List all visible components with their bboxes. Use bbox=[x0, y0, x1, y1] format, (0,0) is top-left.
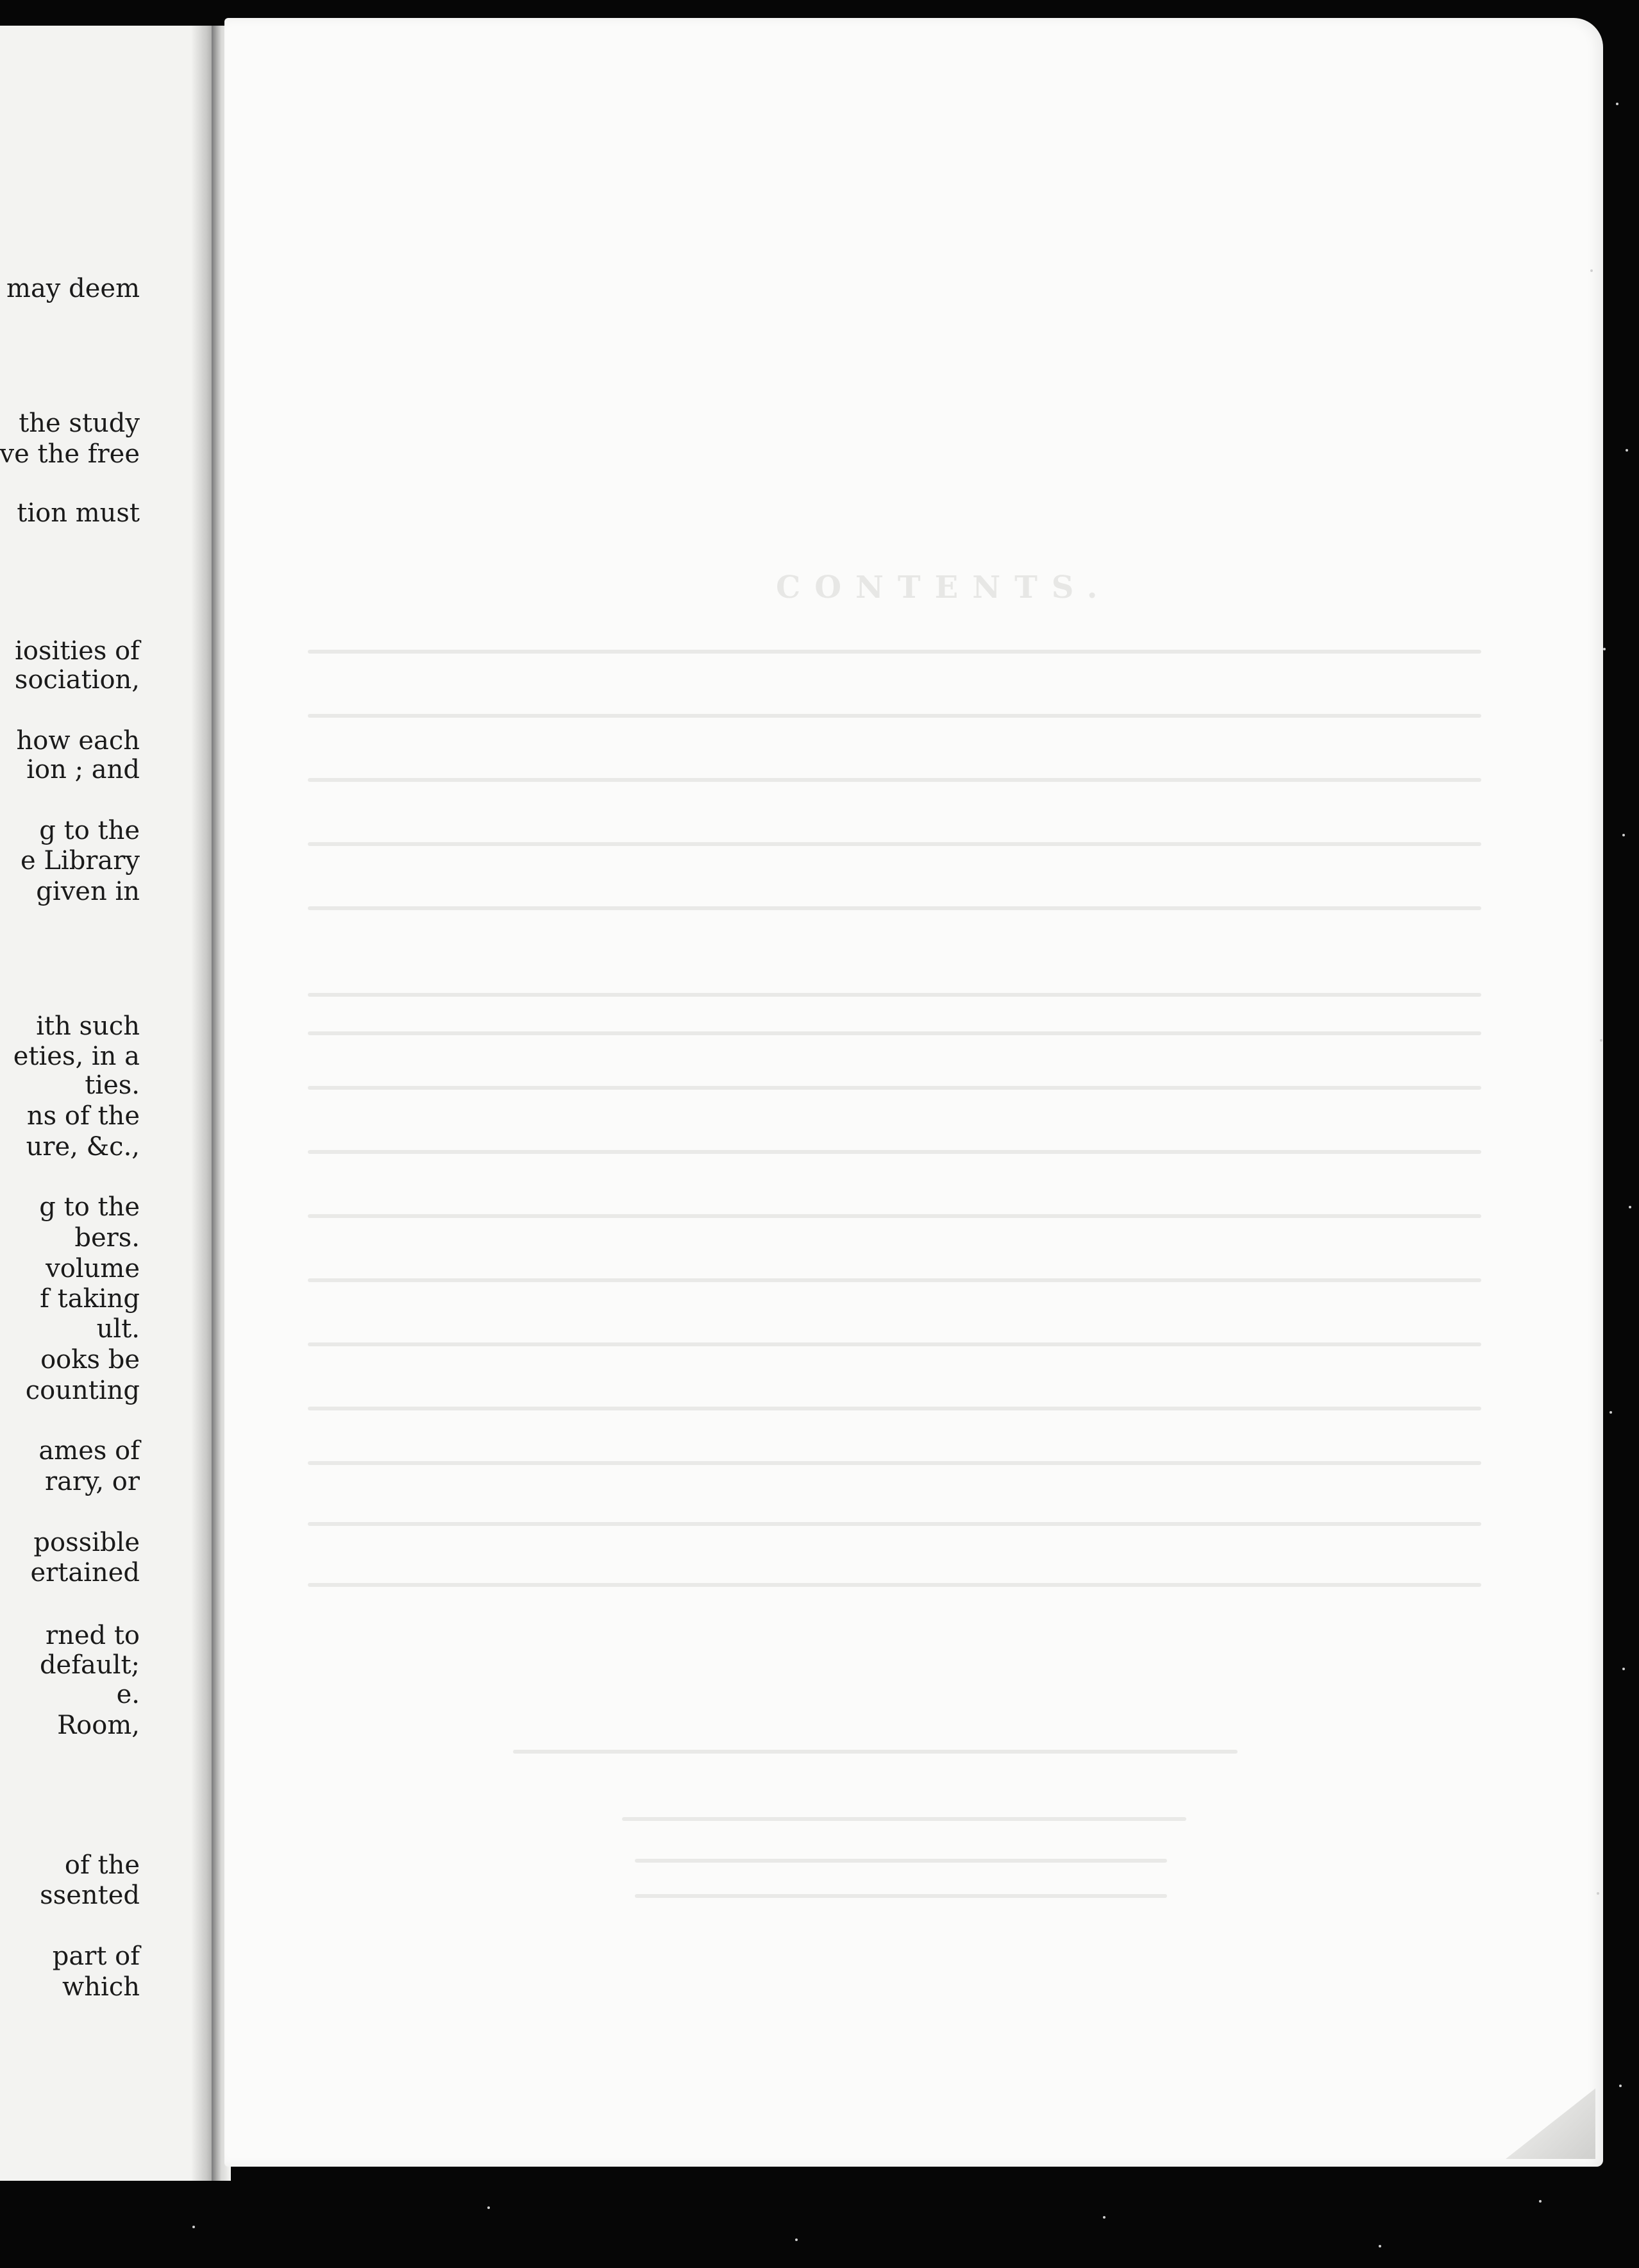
dust-speck bbox=[1629, 1206, 1631, 1208]
left-page-text-line: ns of the bbox=[26, 1101, 140, 1131]
dust-speck bbox=[1590, 269, 1593, 272]
left-page-text-line: counting bbox=[25, 1376, 140, 1405]
dust-speck bbox=[487, 2206, 490, 2209]
left-page-text-line: possible bbox=[33, 1528, 140, 1557]
left-page-text-line: ames of bbox=[38, 1436, 140, 1466]
left-page-text-line: which bbox=[62, 1972, 140, 2002]
bleed-through-row bbox=[308, 993, 1481, 997]
dust-speck bbox=[1622, 1668, 1625, 1670]
left-page-text-line: how each bbox=[16, 726, 140, 756]
left-page-text-line: ssented bbox=[40, 1881, 140, 1910]
bleed-through-row bbox=[308, 1583, 1481, 1587]
left-page-text-line: volume bbox=[46, 1254, 140, 1283]
dust-speck bbox=[1379, 2245, 1381, 2247]
bleed-through-row bbox=[622, 1817, 1186, 1821]
dust-speck bbox=[795, 2238, 798, 2241]
bleed-through-row bbox=[308, 1031, 1481, 1035]
bleed-through-row bbox=[513, 1750, 1238, 1754]
left-page-text-line: f taking bbox=[40, 1284, 140, 1314]
left-page-text-line: sociation, bbox=[14, 665, 140, 695]
dust-speck bbox=[1626, 449, 1628, 452]
left-page-text-line: of the bbox=[64, 1850, 140, 1880]
bleed-through-row bbox=[635, 1859, 1167, 1863]
left-page-text-line: ure, &c., bbox=[26, 1132, 140, 1162]
left-page-text-line: the study bbox=[19, 409, 140, 438]
right-page-blank-leaf bbox=[224, 18, 1603, 2167]
bleed-through-row bbox=[308, 1150, 1481, 1154]
bleed-through-row bbox=[308, 906, 1481, 910]
page-corner-fold bbox=[1506, 2088, 1595, 2159]
left-page-text-line: rned to bbox=[45, 1621, 140, 1650]
dust-speck bbox=[1622, 834, 1625, 836]
dust-speck bbox=[1600, 1039, 1602, 1042]
left-page-text-line: rary, or bbox=[44, 1467, 140, 1496]
left-page-text-line: ve the free bbox=[0, 439, 140, 469]
left-page-text-line: ult. bbox=[96, 1314, 140, 1344]
left-page bbox=[0, 26, 217, 2181]
bleed-through-row bbox=[308, 1407, 1481, 1410]
bleed-through-row bbox=[308, 1342, 1481, 1346]
left-page-text-line: iosities of bbox=[15, 636, 140, 666]
left-page-text-line: g to the bbox=[39, 1192, 140, 1222]
bleed-through-row bbox=[635, 1894, 1167, 1898]
dust-speck bbox=[1616, 103, 1618, 105]
bleed-through-row bbox=[308, 714, 1481, 718]
dust-speck bbox=[1103, 2216, 1105, 2219]
left-page-text-line: default; bbox=[39, 1650, 140, 1680]
bleed-through-row bbox=[308, 650, 1481, 654]
bleed-through-row bbox=[308, 778, 1481, 782]
left-page-text-line: ion ; and bbox=[26, 755, 140, 784]
left-page-text-line: eties, in a bbox=[13, 1042, 140, 1071]
dust-speck bbox=[1603, 648, 1606, 650]
left-page-text-line: ties. bbox=[85, 1071, 140, 1100]
dust-speck bbox=[1619, 2085, 1622, 2087]
left-page-text-line: bers. bbox=[74, 1223, 140, 1253]
left-page-text-line: given in bbox=[36, 877, 140, 906]
bleed-through-row bbox=[308, 842, 1481, 846]
left-page-text-line: ith such bbox=[36, 1011, 140, 1041]
dust-speck bbox=[192, 2226, 195, 2228]
left-page-text-line: e. bbox=[116, 1680, 140, 1709]
left-page-text-line: tion must bbox=[17, 498, 140, 528]
left-page-text-line: e Library bbox=[20, 846, 140, 876]
dust-speck bbox=[1539, 2200, 1542, 2203]
left-page-text-line: ertained bbox=[30, 1558, 140, 1587]
left-page-text-line: ooks be bbox=[40, 1345, 140, 1375]
bleed-through-row bbox=[308, 1278, 1481, 1282]
left-page-text-line: Room, bbox=[57, 1711, 140, 1740]
left-page-text-line: may deem bbox=[6, 274, 140, 303]
dust-speck bbox=[1610, 1411, 1612, 1414]
dust-speck bbox=[1597, 1892, 1599, 1895]
bleed-through-row bbox=[308, 1086, 1481, 1090]
bleed-through-row bbox=[308, 1214, 1481, 1218]
left-page-text-line: part of bbox=[52, 1942, 140, 1971]
bleed-through-row bbox=[308, 1522, 1481, 1526]
bleed-through-row bbox=[308, 1461, 1481, 1465]
bleed-through-heading: CONTENTS. bbox=[776, 570, 1112, 605]
left-page-text-line: g to the bbox=[39, 816, 140, 845]
